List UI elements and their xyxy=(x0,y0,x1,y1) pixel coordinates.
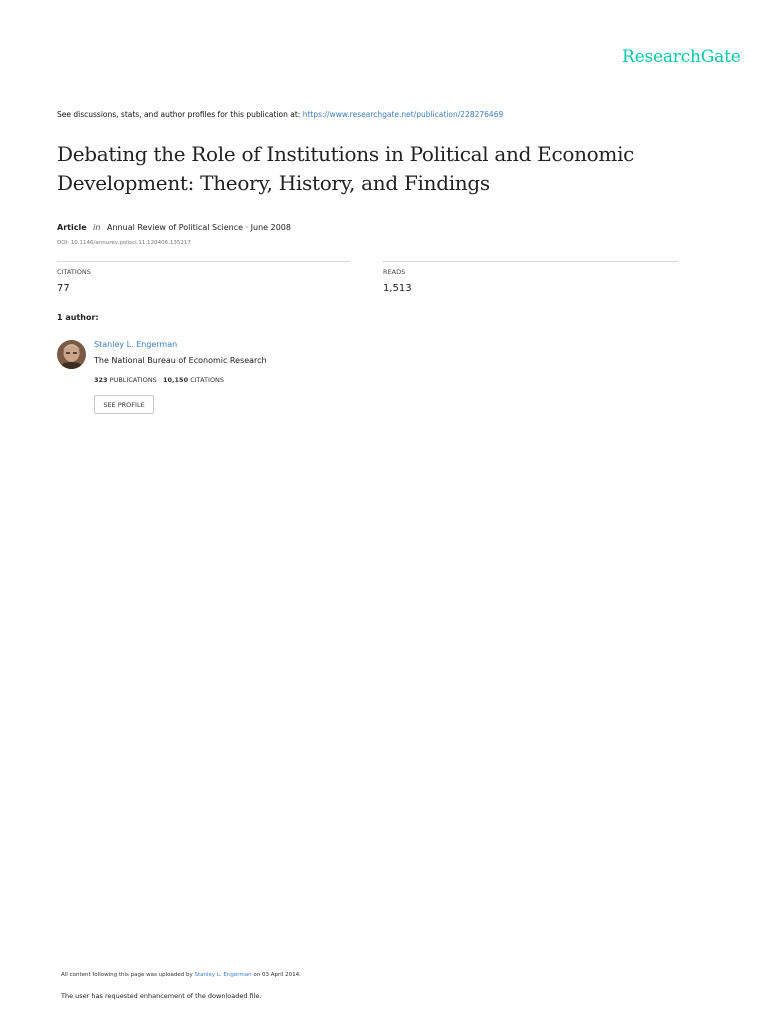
author-stats xyxy=(94,376,224,384)
authors-heading: 1 author: xyxy=(57,313,99,322)
citations-divider xyxy=(57,261,350,262)
author-avatar[interactable] xyxy=(57,340,86,369)
discussion-line xyxy=(57,110,503,119)
reads-label: READS xyxy=(383,268,406,276)
in-word: in xyxy=(93,223,101,232)
publication-meta xyxy=(57,223,291,232)
upload-suffix: on 03 April 2014. xyxy=(253,972,301,978)
citations-label: CITATIONS xyxy=(57,268,91,276)
author-citations-label: CITATIONS xyxy=(190,376,225,384)
researchgate-logo[interactable]: ResearchGate xyxy=(622,47,741,67)
uploader-link[interactable]: Stanley L. Engerman xyxy=(194,972,252,978)
upload-prefix: All content following this page was uploaded by xyxy=(61,972,193,978)
reads-divider xyxy=(383,261,678,262)
enhancement-note: The user has requested enhancement of the downloaded file. xyxy=(61,992,262,1000)
upload-note xyxy=(61,972,301,978)
author-publications-count: 323 xyxy=(94,376,108,384)
author-publications-label: PUBLICATIONS xyxy=(109,376,157,384)
journal-date: Annual Review of Political Science · June 2008 xyxy=(107,223,291,232)
author-citations-count: 10,150 xyxy=(163,376,189,384)
publication-type: Article xyxy=(57,223,87,232)
publication-title: Debating the Role of Institutions in Political and Economic Development: Theory, History, and Findings xyxy=(57,142,635,195)
see-profile-button[interactable]: SEE PROFILE xyxy=(94,395,154,414)
author-institution: The National Bureau of Economic Research xyxy=(94,356,267,365)
discussion-text: See discussions, stats, and author profiles for this publication at: xyxy=(57,110,301,119)
reads-value: 1,513 xyxy=(383,283,412,294)
citations-value: 77 xyxy=(57,283,70,294)
publication-url-link[interactable]: https://www.researchgate.net/publication/228276469 xyxy=(302,110,504,119)
author-name-link[interactable]: Stanley L. Engerman xyxy=(94,340,178,349)
publication-doi: DOI: 10.1146/annurev.polisci.11.120406.135217 xyxy=(57,240,191,246)
author-photo-icon xyxy=(57,340,86,369)
